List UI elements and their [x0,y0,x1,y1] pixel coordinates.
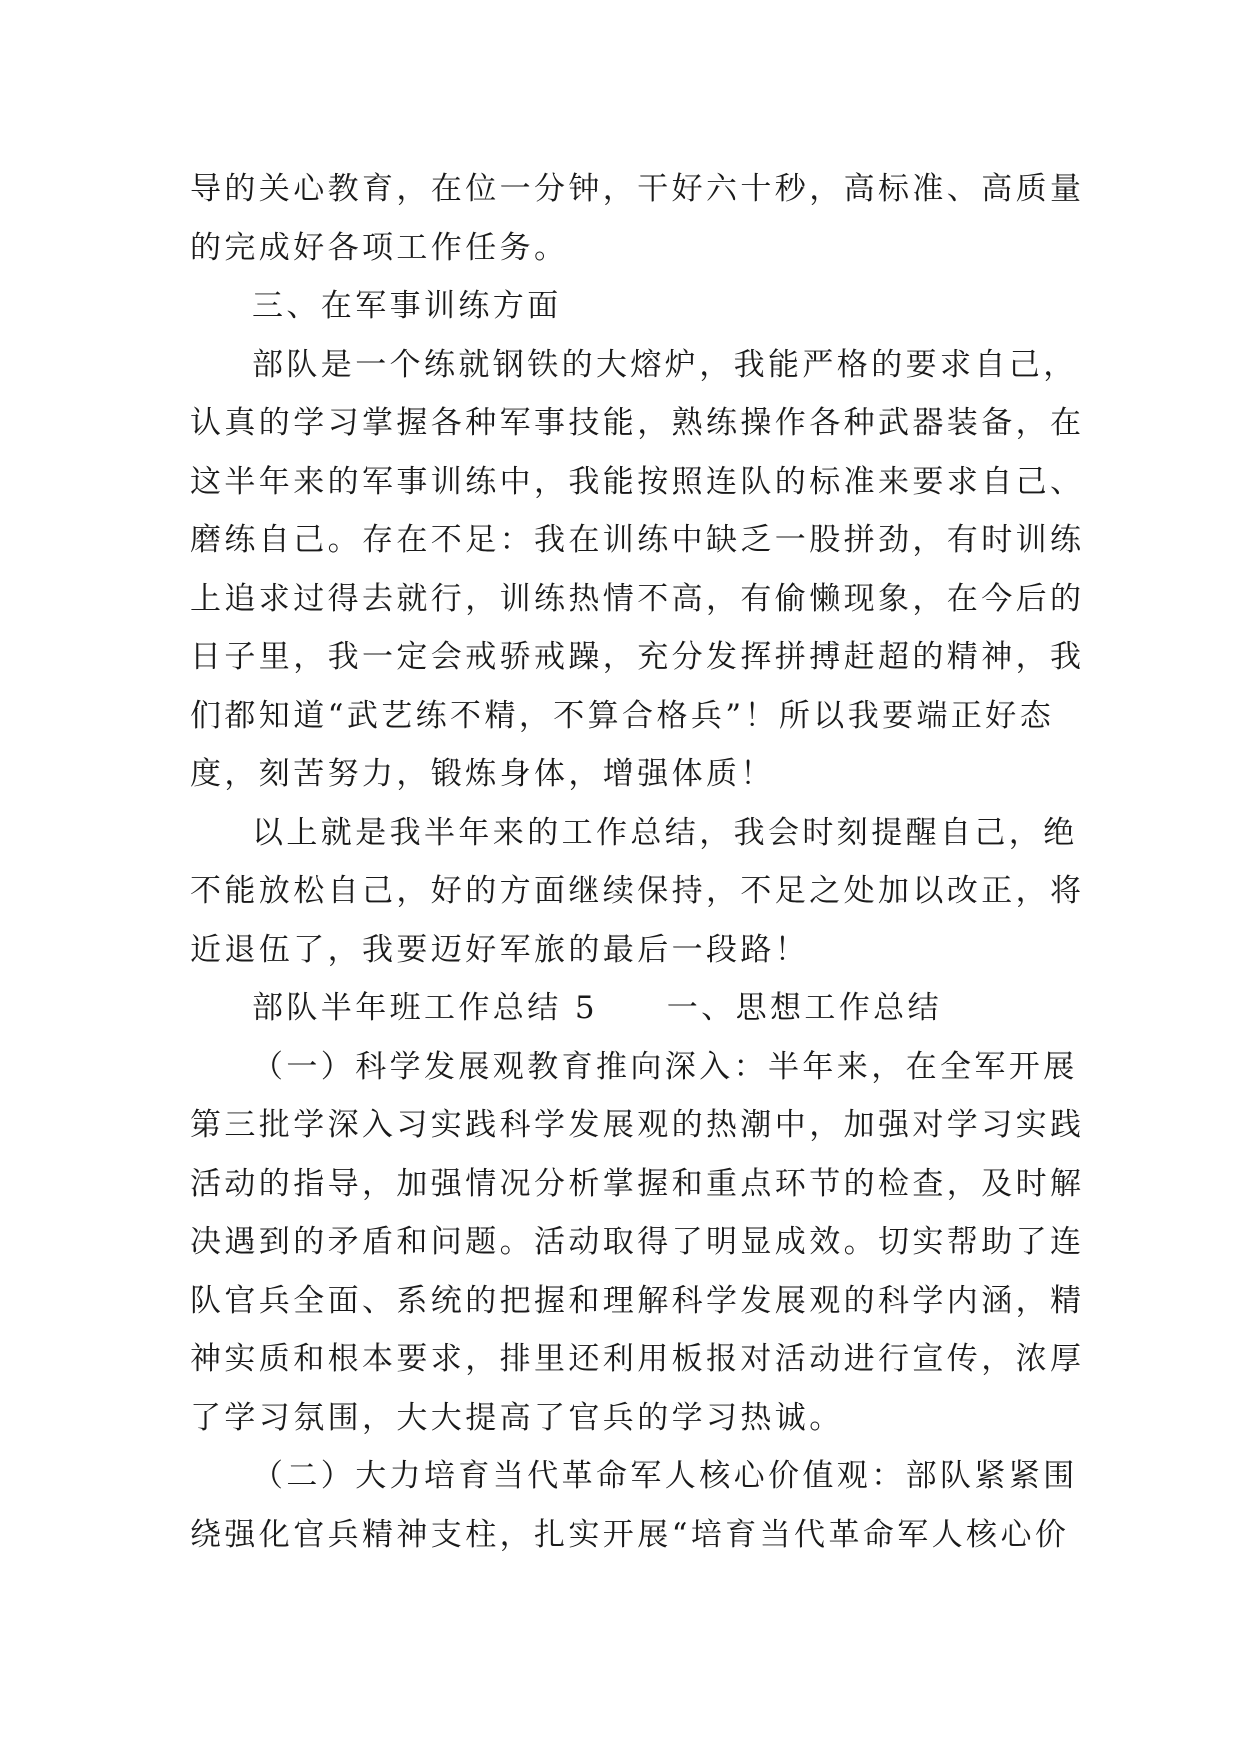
paragraph-summary-conclusion [190,804,1085,980]
section-heading-ideological-work: 部队半年班工作总结 5 一、思想工作总结 [252,990,942,1026]
text-line: 度，刻苦努力，锻炼身体，增强体质！ [190,756,775,792]
section-heading-military-training: 三、在军事训练方面 [252,288,562,324]
text-line: （二）大力培育当代革命军人核心价值观：部队紧紧围 [252,1458,1078,1494]
text-line: 认真的学习掌握各种军事技能，熟练操作各种武器装备，在 [190,405,1085,441]
paragraph-scientific-development [190,1038,1085,1448]
text-line: 第三批学深入习实践科学发展观的热潮中，加强对学习实践 [190,1107,1085,1143]
text-line: 不能放松自己，好的方面继续保持，不足之处加以改正，将 [190,873,1085,909]
paragraph-continuation [190,160,1085,277]
paragraph-military-training [190,336,1085,804]
document-page [190,160,1085,1564]
text-line: 这半年来的军事训练中，我能按照连队的标准来要求自己、 [190,463,1085,500]
text-line: 神实质和根本要求，排里还利用板报对活动进行宣传，浓厚 [190,1341,1085,1377]
text-line: 上追求过得去就行，训练热情不高，有偷懒现象，在今后的 [190,580,1085,617]
text-line: 队官兵全面、系统的把握和理解科学发展观的科学内涵，精 [190,1282,1085,1319]
text-line: 导的关心教育，在位一分钟，干好六十秒，高标准、高质量 [190,171,1085,207]
text-line: 了学习氛围，大大提高了官兵的学习热诚。 [190,1399,844,1436]
text-line: 近退伍了，我要迈好军旅的最后一段路！ [190,931,810,968]
text-line: 们都知道“武艺练不精，不算合格兵”！所以我要端正好态 [190,697,1055,734]
text-line: 决遇到的矛盾和问题。活动取得了明显成效。切实帮助了连 [190,1224,1085,1260]
paragraph-core-values [190,1447,1078,1564]
text-line: 以上就是我半年来的工作总结，我会时刻提醒自己，绝 [252,814,1078,851]
text-line: 活动的指导，加强情况分析掌握和重点环节的检查，及时解 [190,1165,1085,1202]
text-line: 日子里，我一定会戒骄戒躁，充分发挥拼搏赶超的精神，我 [190,639,1085,675]
text-line: 绕强化官兵精神支柱，扎实开展“培育当代革命军人核心价 [190,1516,1070,1553]
text-line: 的完成好各项工作任务。 [190,229,569,266]
text-line: 部队是一个练就钢铁的大熔炉，我能严格的要求自己， [252,346,1078,383]
text-line: 磨练自己。存在不足：我在训练中缺乏一股拼劲，有时训练 [190,522,1085,558]
text-line: （一）科学发展观教育推向深入：半年来，在全军开展 [252,1048,1078,1085]
